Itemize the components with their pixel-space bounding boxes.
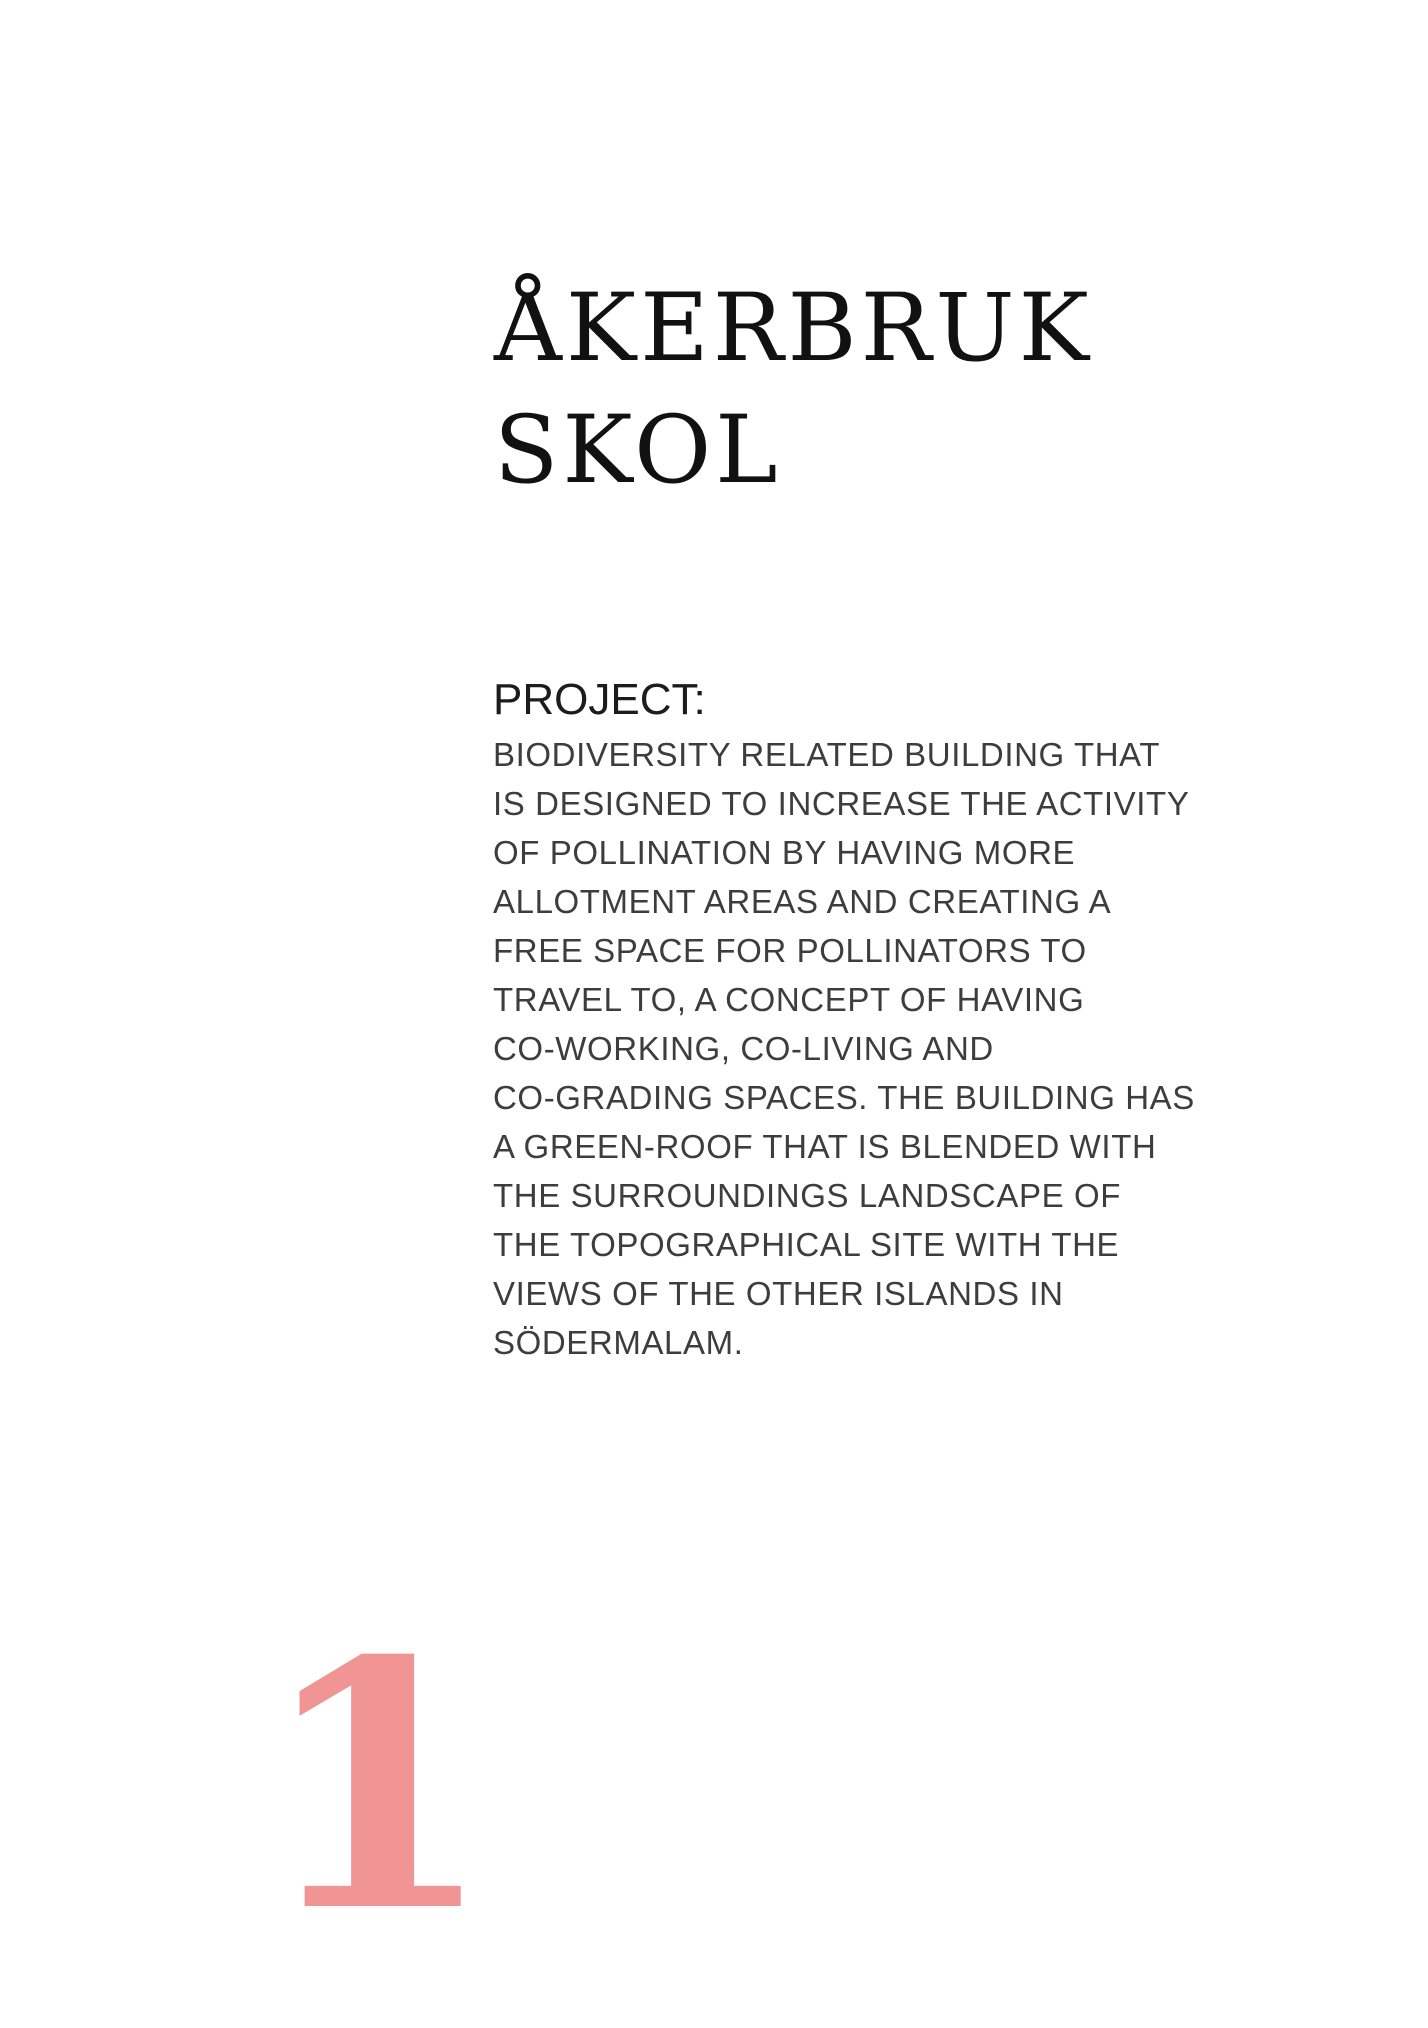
project-line: TRAVEL TO, A CONCEPT OF HAVING <box>493 981 1085 1018</box>
project-line: CO-GRADING SPACES. THE BUILDING HAS <box>493 1079 1195 1116</box>
project-line: VIEWS OF THE OTHER ISLANDS IN <box>493 1275 1064 1312</box>
project-line: A GREEN-ROOF THAT IS BLENDED WITH <box>493 1128 1157 1165</box>
project-description <box>493 730 1353 1367</box>
project-line: IS DESIGNED TO INCREASE THE ACTIVITY <box>493 785 1190 822</box>
project-line: BIODIVERSITY RELATED BUILDING THAT <box>493 736 1161 773</box>
title-line-1: ÅKERBRUK <box>494 274 1093 383</box>
chapter-number: 1 <box>258 1588 495 1987</box>
project-line: CO-WORKING, CO-LIVING AND <box>493 1030 994 1067</box>
project-heading: PROJECT: <box>493 675 706 724</box>
project-line: THE SURROUNDINGS LANDSCAPE OF <box>493 1177 1121 1214</box>
title-line-2: SKOL <box>494 396 782 505</box>
project-line: THE TOPOGRAPHICAL SITE WITH THE <box>493 1226 1120 1263</box>
page-title <box>494 268 1093 512</box>
project-line: FREE SPACE FOR POLLINATORS TO <box>493 932 1087 969</box>
project-line: ALLOTMENT AREAS AND CREATING A <box>493 883 1112 920</box>
project-line: SÖDERMALAM. <box>493 1324 744 1361</box>
project-line: OF POLLINATION BY HAVING MORE <box>493 834 1076 871</box>
